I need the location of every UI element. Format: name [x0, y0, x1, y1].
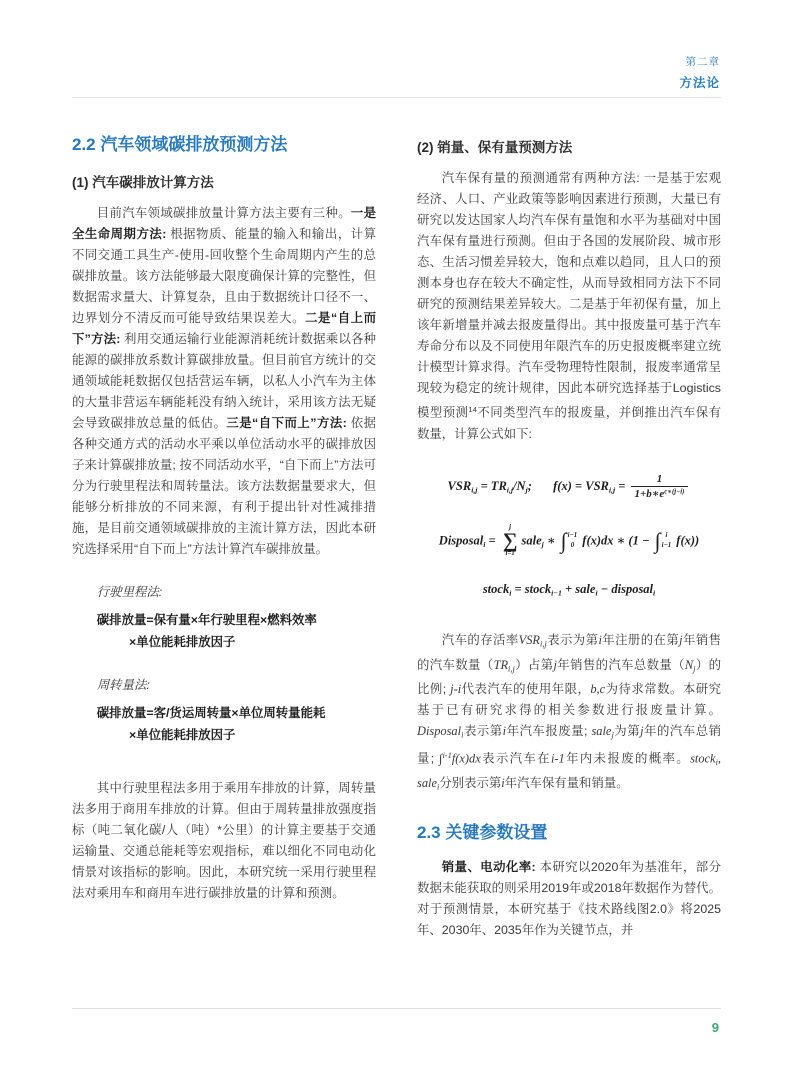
- page-header: [679, 54, 720, 91]
- paragraph-calculation-methods: 目前汽车领域碳排放量计算方法主要有三种。一是全生命周期方法: 根据物质、能量的输入和输出，计算不同交通工具生产-使用-回收整个生命周期内产生的总碳排放量。该方法能够最大限度确保计算的完整性，但数据需求量大、计算复杂，且由于数据统计口径不一、边界划分不清反而可能导致结果误差大。二是“自上而下”方法: 利用交通运输行业能源消耗统计数据乘以各种能源的碳排放系数计算碳排放量。但目前官方统计的交通领域能耗数据仅包括营运车辆，以私人小汽车为主体的大量非营运车辆能耗没有纳入统计，采用该方法无疑会导致碳排放总量的低估。三是“自下而上”方法: 依据各种交通方式的活动水平乘以单位活动水平的碳排放因子来计算碳排放量; 按不同活动水平，“自下而上”方法可分为行驶里程法和周转量法。该方法数据量要求大，但能够分析排放的不同来源，有利于提出针对性减排措施，是目前交通领域碳排放的主流计算方法，因此本研究选择采用“自下而上”方法计算汽车碳排放量。: [72, 206, 377, 557]
- paragraph-key-parameters: 销量、电动化率: 本研究以2020年为基准年，部分数据未能获取的则采用2019年或2018年数据作为替代。对于预测情景，本研究基于《技术路线图2.0》将2025年、2030年、2035年作为关键节点，并: [417, 859, 721, 937]
- page-number: 9: [711, 1020, 719, 1035]
- turnover-method-block: [72, 675, 376, 746]
- footer-divider: [72, 1008, 721, 1009]
- formula-block: [417, 473, 721, 599]
- mileage-method-label: 行驶里程法:: [96, 585, 163, 600]
- turnover-method-label: 周转量法:: [96, 678, 150, 693]
- chapter-label: 第二章: [685, 56, 720, 68]
- subsection-heading-1: (1) 汽车碳排放计算方法: [72, 175, 214, 191]
- left-column: [72, 128, 376, 951]
- subsection-heading-2: (2) 销量、保有量预测方法: [417, 140, 573, 155]
- mileage-method-block: [72, 582, 376, 653]
- paragraph-stock-prediction: 汽车保有量的预测通常有两种方法: 一是基于宏观经济、人口、产业政策等影响因素进行预测，大量已有研究以发达国家人均汽车保有量饱和水平为基础对中国汽车保有量进行预测。但由于各国的发展阶段、城市形态、生活习惯差异较大，饱和点难以趋同，且人口的预测本身也存在较大不确定性，从而导致相同方法下不同研究的预测结果差异较大。二是基于年初保有量，加上该年新增量并减去报废量得出。其中报废量可基于汽车寿命分布以及不同使用年限汽车的历史报废概率建立统计模型计算求得。汽车受物理特性限制，报废率通常呈现较为稳定的统计规律，因此本研究选择基于Logistics模型预测$^{14}$不同类型汽车的报废量，并倒推出汽车保有数量，计算公式如下:: [417, 171, 722, 441]
- formula-survival-rate: VSRi,j = TRi,j/Nj; f(x) = VSRi,j = $\frac{1}{1+b∗e^{c∗(j-i)}}$: [417, 473, 721, 501]
- section-heading-2-2: 2.2 汽车领域碳排放预测方法: [72, 135, 288, 154]
- turnover-formula-line-2: ×单位能耗排放因子: [129, 728, 236, 743]
- header-divider: [72, 97, 721, 98]
- paragraph-variable-definitions: 汽车的存活率VSRi,j表示为第i年注册的在第j年销售的汽车数量（TRi,j）占第j年销售的汽车总数量（Nj）的比例; j-i代表汽车的使用年限，b,c为待求常数。本研究基于已有研究求得的相关参数进行报废量计算。Disposali表示第i年汽车报废量; salej为第j年的汽车总销量; ∫$^{i-1}$f(x)dx表示汽车在i-1年内未报废的概率。stocki, salei分别表示第i年汽车保有量和销量。: [417, 633, 722, 792]
- formula-disposal: Disposali = j ∑ i=1 salej ∗ ∫ i−1 0 f(x)dx ∗ (1 − ∫ i i−1 f(x)): [438, 523, 700, 558]
- chapter-title: 方法论: [679, 76, 720, 90]
- formula-stock: stocki = stocki−1 + salei − disposali: [482, 582, 656, 598]
- right-column: [417, 128, 721, 951]
- paragraph-method-choice: 其中行驶里程法多用于乘用车排放的计算，周转量法多用于商用车排放的计算。但由于周转量排放强度指标（吨二氧化碳/人（吨）*公里）的计算主要基于交通运输量、交通总能耗等宏观指标，难以细化不同电动化情景对该指标的影响。因此，本研究统一采用行驶里程法对乘用车和商用车进行碳排放量的计算和预测。: [72, 781, 376, 901]
- section-heading-2-3: 2.3 关键参数设置: [417, 822, 548, 842]
- turnover-formula-line-1: 碳排放量=客/货运周转量×单位周转量能耗: [96, 706, 326, 721]
- mileage-formula-line-1: 碳排放量=保有量×年行驶里程×燃料效率: [96, 613, 317, 628]
- content-columns: [72, 128, 721, 951]
- mileage-formula-line-2: ×单位能耗排放因子: [129, 635, 236, 650]
